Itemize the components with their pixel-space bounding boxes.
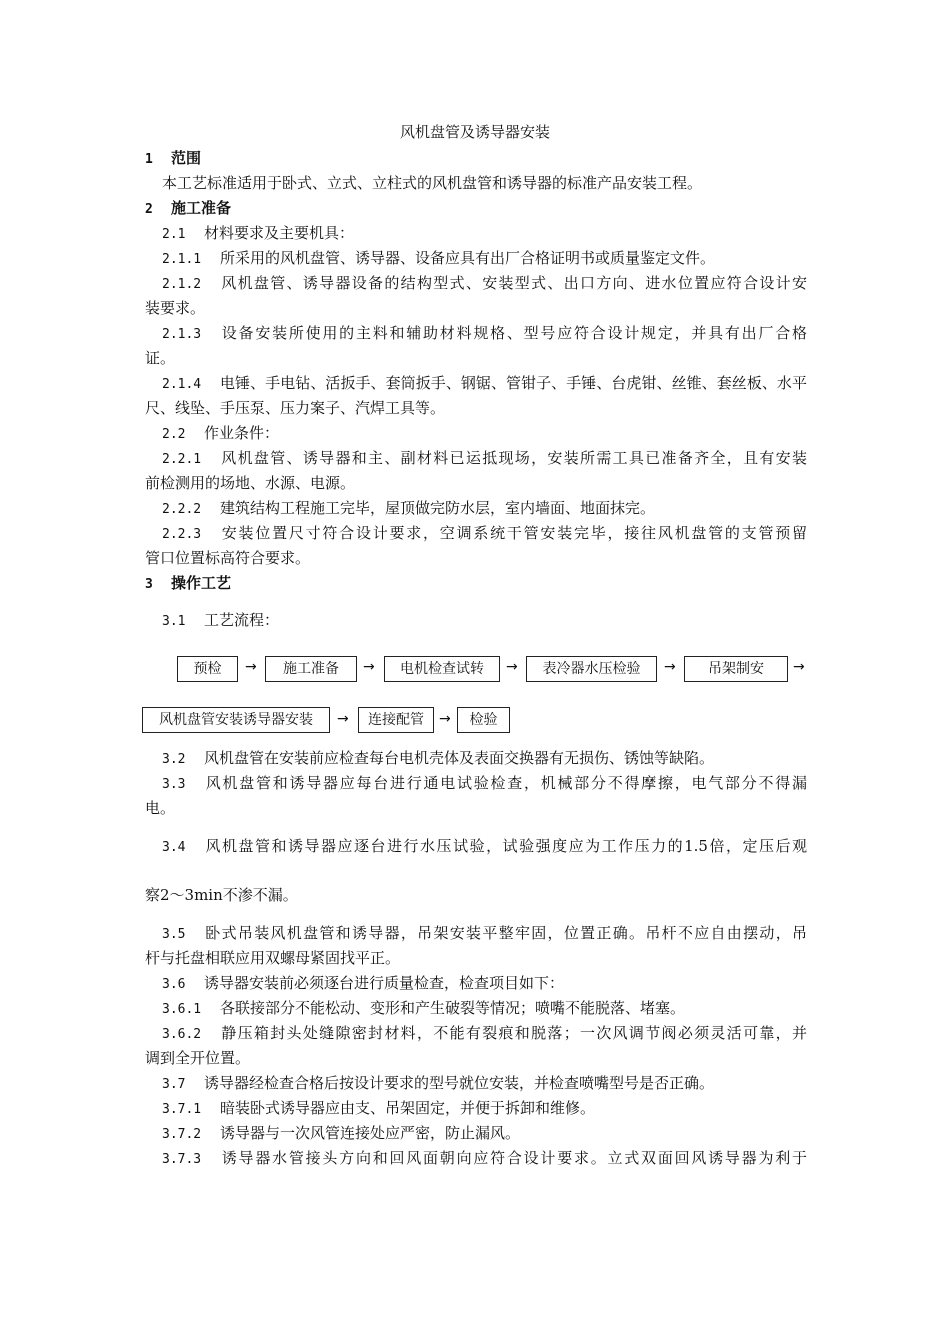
item-3-7: 3.7 诱导器经检查合格后按设计要求的型号就位安装，并检查喷嘴型号是否正确。 (162, 1074, 715, 1092)
item-2-2-2: 2.2.2 建筑结构工程施工完毕，屋顶做完防水层，室内墙面、地面抹完。 (162, 499, 656, 517)
section-2-heading: 2 施工准备 (145, 199, 232, 217)
section-1-heading: 1 范围 (145, 149, 202, 167)
flow-step-preparation: 施工准备 (265, 656, 357, 682)
item-3-4: 3.4 风机盘管和诱导器应逐台进行水压试验，试验强度应为工作压力的1.5倍，定压后观 (162, 837, 807, 855)
flow-step-pressure-test: 表冷器水压检验 (526, 656, 657, 682)
item-3-6-2-cont: 调到全开位置。 (145, 1049, 251, 1067)
item-2-1-3: 2.1.3 设备安装所使用的主料和辅助材料规格、型号应符合设计规定，并具有出厂合格 (162, 324, 807, 342)
item-2-1-4: 2.1.4 电锤、手电钻、活扳手、套筒扳手、钢锯、管钳子、手锤、台虎钳、丝锥、套丝板、水平 (162, 374, 807, 392)
flow-arrow: → (439, 711, 451, 727)
item-2-1-3-cont: 证。 (145, 349, 176, 367)
document-title: 风机盘管及诱导器安装 (399, 123, 550, 141)
item-2-2: 2.2 作业条件： (162, 424, 280, 442)
item-2-1-1: 2.1.1 所采用的风机盘管、诱导器、设备应具有出厂合格证明书或质量鉴定文件。 (162, 249, 716, 267)
item-3-3: 3.3 风机盘管和诱导器应每台进行通电试验检查，机械部分不得摩擦，电气部分不得漏 (162, 774, 807, 792)
flow-arrow: → (506, 659, 518, 675)
flow-arrow: → (337, 711, 349, 727)
flow-step-inspection: 检验 (457, 707, 510, 733)
item-2-1-2-cont: 装要求。 (145, 299, 206, 317)
item-2-2-1: 2.2.1 风机盘管、诱导器和主、副材料已运抵现场，安装所需工具已准备齐全，且有安装 (162, 449, 807, 467)
item-3-6: 3.6 诱导器安装前必须逐台进行质量检查，检查项目如下： (162, 974, 565, 992)
flow-arrow: → (363, 659, 375, 675)
item-3-4-cont: 察2～3min不渗不漏。 (145, 886, 298, 904)
item-3-1: 3.1 工艺流程： (162, 611, 280, 629)
item-3-7-2: 3.7.2 诱导器与一次风管连接处应严密，防止漏风。 (162, 1124, 521, 1142)
item-3-6-2: 3.6.2 静压箱封头处缝隙密封材料，不能有裂痕和脱落；一次风调节阀必须灵活可靠，并 (162, 1024, 807, 1042)
item-2-2-1-cont: 前检测用的场地、水源、电源。 (145, 474, 356, 492)
item-3-5-cont: 杆与托盘相联应用双螺母紧固找平正。 (145, 949, 401, 967)
item-3-7-1: 3.7.1 暗装卧式诱导器应由支、吊架固定，并便于拆卸和维修。 (162, 1099, 596, 1117)
flow-arrow: → (245, 659, 257, 675)
item-3-2: 3.2 风机盘管在安装前应检查每台电机壳体及表面交换器有无损伤、锈蚀等缺陷。 (162, 749, 715, 767)
flow-step-install: 风机盘管安装诱导器安装 (142, 707, 330, 733)
item-2-2-3: 2.2.3 安装位置尺寸符合设计要求，空调系统干管安装完毕，接往风机盘管的支管预留 (162, 524, 807, 542)
flow-arrow: → (793, 659, 805, 675)
scope-paragraph: 本工艺标准适用于卧式、立式、立柱式的风机盘管和诱导器的标准产品安装工程。 (162, 174, 703, 192)
flow-step-hanger: 吊架制安 (684, 656, 788, 682)
flow-step-motor-test: 电机检查试转 (384, 656, 500, 682)
section-3-heading: 3 操作工艺 (145, 574, 232, 592)
flow-step-piping: 连接配管 (358, 707, 434, 733)
item-2-1-4-cont: 尺、线坠、手压泵、压力案子、汽焊工具等。 (145, 399, 446, 417)
flow-step-precheck: 预检 (177, 656, 238, 682)
item-3-7-3: 3.7.3 诱导器水管接头方向和回风面朝向应符合设计要求。立式双面回风诱导器为利于 (162, 1149, 807, 1167)
flow-arrow: → (664, 659, 676, 675)
item-3-5: 3.5 卧式吊装风机盘管和诱导器，吊架安装平整牢固，位置正确。吊杆不应自由摆动，吊 (162, 924, 807, 942)
item-2-2-3-cont: 管口位置标高符合要求。 (145, 549, 311, 567)
item-3-6-1: 3.6.1 各联接部分不能松动、变形和产生破裂等情况；喷嘴不能脱落、堵塞。 (162, 999, 686, 1017)
item-2-1-2: 2.1.2 风机盘管、诱导器设备的结构型式、安装型式、出口方向、进水位置应符合设计安 (162, 274, 807, 292)
item-3-3-cont: 电。 (145, 799, 176, 817)
item-2-1: 2.1 材料要求及主要机具： (162, 224, 355, 242)
